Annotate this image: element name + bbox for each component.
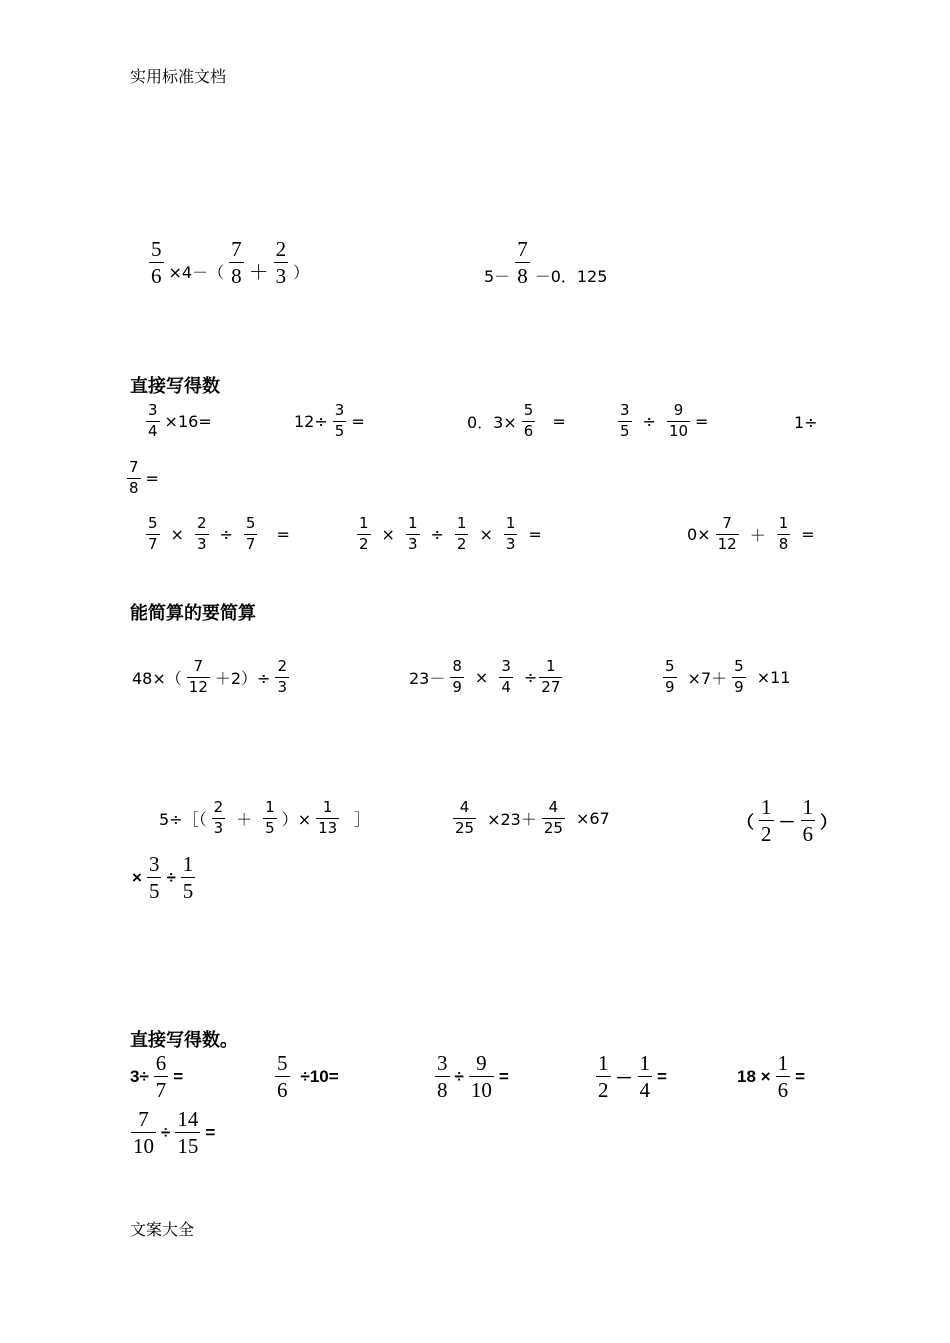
fraction xyxy=(406,516,420,553)
denominator: 9 xyxy=(734,677,744,696)
fraction xyxy=(357,516,371,553)
problem xyxy=(130,659,292,696)
problem xyxy=(407,659,565,696)
operator-text: 0．3× xyxy=(467,412,517,432)
numerator: 2 xyxy=(275,237,287,261)
operator-text: － xyxy=(615,1069,633,1089)
operator-text: ÷ xyxy=(523,667,538,687)
operator-text: ×4－（ xyxy=(168,263,225,283)
operator-text: = xyxy=(498,1066,509,1086)
numerator: 2 xyxy=(213,798,224,816)
numerator: 1 xyxy=(546,657,556,675)
operator-text: ×16= xyxy=(164,411,212,431)
fraction xyxy=(542,800,565,837)
denominator: 5 xyxy=(265,818,275,837)
denominator: 8 xyxy=(778,534,789,553)
denominator: 5 xyxy=(334,421,345,440)
operator-text: ÷ xyxy=(642,411,656,431)
denominator: 8 xyxy=(437,1078,448,1103)
numerator: 2 xyxy=(196,514,207,532)
numerator: 7 xyxy=(517,237,528,261)
fraction xyxy=(638,1052,653,1101)
operator-text: ） xyxy=(293,263,310,283)
operator-text: ＋ xyxy=(749,525,766,545)
fraction xyxy=(146,516,160,553)
denominator: 3 xyxy=(277,677,288,696)
operator-text: ×67 xyxy=(575,808,610,828)
denominator: 5 xyxy=(620,421,630,440)
operator-text: = xyxy=(205,1122,216,1142)
page-header: 实用标准文档 xyxy=(130,67,227,86)
fraction xyxy=(154,1052,169,1101)
problem xyxy=(432,1052,511,1101)
numerator: 5 xyxy=(665,657,675,675)
operator-text: = xyxy=(795,1066,805,1086)
operator-text: ÷ xyxy=(454,1066,464,1086)
fraction xyxy=(759,796,774,845)
denominator: 2 xyxy=(359,534,369,553)
fraction xyxy=(187,659,210,696)
numerator: 1 xyxy=(456,514,467,532)
denominator: 3 xyxy=(505,534,516,553)
numerator: 3 xyxy=(148,852,160,876)
numerator: 1 xyxy=(182,852,194,876)
numerator: 4 xyxy=(548,798,559,816)
denominator: 9 xyxy=(665,677,675,696)
fraction xyxy=(663,659,677,696)
operator-text: ］ xyxy=(354,809,371,829)
operator-text: （ xyxy=(737,813,754,833)
fraction xyxy=(147,853,162,902)
operator-text: = xyxy=(801,524,815,544)
numerator: 1 xyxy=(322,798,333,816)
denominator: 3 xyxy=(407,534,418,553)
problem xyxy=(128,1052,185,1101)
fraction xyxy=(732,659,746,696)
numerator: 7 xyxy=(138,1107,149,1131)
fraction xyxy=(450,659,464,696)
fraction xyxy=(453,800,476,837)
numerator: 1 xyxy=(802,795,813,819)
operator-text: ×11 xyxy=(756,667,791,687)
problem xyxy=(792,413,820,432)
operator-text: ） xyxy=(820,813,837,833)
problem xyxy=(685,516,817,553)
operator-text: × xyxy=(474,667,489,687)
operator-text: 5÷［（ xyxy=(159,809,207,829)
denominator: 6 xyxy=(802,822,813,847)
problem xyxy=(615,403,710,440)
numerator: 3 xyxy=(437,1051,448,1075)
denominator: 12 xyxy=(188,677,208,696)
problem xyxy=(735,1052,807,1101)
section-title-direct: 直接写得数 xyxy=(130,376,220,397)
denominator: 7 xyxy=(148,534,158,553)
numerator: 1 xyxy=(505,514,516,532)
operator-text: 48×（ xyxy=(132,668,182,688)
operator-text: × xyxy=(381,524,395,544)
problem xyxy=(143,403,214,440)
denominator: 10 xyxy=(668,421,689,440)
operator-text: ）× xyxy=(281,809,312,829)
denominator: 6 xyxy=(523,421,534,440)
operator-text: ÷ xyxy=(219,524,233,544)
denominator: 9 xyxy=(452,677,462,696)
fraction xyxy=(776,1052,791,1101)
denominator: 5 xyxy=(148,879,160,904)
numerator: 1 xyxy=(777,1051,789,1075)
fraction xyxy=(274,238,289,287)
operator-text: 18 × xyxy=(737,1066,771,1086)
operator-text: －0．125 xyxy=(534,267,608,287)
denominator: 8 xyxy=(517,264,528,289)
numerator: 1 xyxy=(598,1051,609,1075)
problem xyxy=(465,403,568,440)
denominator: 8 xyxy=(129,478,139,497)
numerator: 4 xyxy=(459,798,470,816)
fraction xyxy=(515,238,530,287)
fraction xyxy=(333,403,347,440)
fraction xyxy=(275,659,289,696)
denominator: 4 xyxy=(501,677,511,696)
numerator: 5 xyxy=(734,657,744,675)
fraction xyxy=(316,800,339,837)
numerator: 8 xyxy=(452,657,462,675)
denominator: 15 xyxy=(177,1134,199,1159)
problem xyxy=(143,516,292,553)
numerator: 7 xyxy=(231,237,242,261)
operator-text: = xyxy=(552,411,566,431)
problem xyxy=(292,403,367,440)
operator-text: = xyxy=(276,524,290,544)
problem xyxy=(157,800,372,837)
fraction xyxy=(212,800,226,837)
fraction xyxy=(127,460,141,497)
problem xyxy=(593,1052,669,1101)
denominator: 7 xyxy=(245,534,256,553)
numerator: 3 xyxy=(501,657,511,675)
fraction xyxy=(275,1052,290,1101)
operator-text: ×7＋ xyxy=(687,668,728,688)
numerator: 3 xyxy=(620,401,630,419)
fraction xyxy=(229,238,244,287)
top-expression-1 xyxy=(146,238,311,287)
problem xyxy=(354,516,544,553)
numerator: 1 xyxy=(761,795,772,819)
operator-text: ×23＋ xyxy=(487,809,537,829)
numerator: 5 xyxy=(523,401,534,419)
operator-text: × xyxy=(170,524,184,544)
fraction xyxy=(469,1052,494,1101)
denominator: 2 xyxy=(761,822,772,847)
operator-text: 0× xyxy=(687,524,711,544)
numerator: 1 xyxy=(265,798,275,816)
denominator: 6 xyxy=(277,1078,288,1103)
numerator: 9 xyxy=(673,401,684,419)
numerator: 7 xyxy=(129,458,139,476)
numerator: 7 xyxy=(193,657,204,675)
fraction xyxy=(716,516,739,553)
fraction xyxy=(195,516,209,553)
operator-text: = xyxy=(657,1066,667,1086)
fraction xyxy=(596,1052,611,1101)
fraction xyxy=(149,238,164,287)
denominator: 25 xyxy=(543,818,563,837)
denominator: 8 xyxy=(231,264,242,289)
numerator: 1 xyxy=(359,514,369,532)
denominator: 3 xyxy=(196,534,207,553)
operator-text: = xyxy=(351,411,365,431)
fraction xyxy=(539,659,562,696)
fraction xyxy=(618,403,632,440)
fraction xyxy=(504,516,518,553)
numerator: 6 xyxy=(155,1051,167,1075)
fraction xyxy=(801,796,816,845)
denominator: 3 xyxy=(275,264,287,289)
denominator: 6 xyxy=(151,264,162,289)
problem xyxy=(660,659,792,696)
numerator: 1 xyxy=(778,514,789,532)
numerator: 14 xyxy=(177,1107,199,1131)
denominator: 2 xyxy=(456,534,467,553)
operator-text: 3÷ xyxy=(130,1066,149,1086)
numerator: 5 xyxy=(245,514,256,532)
numerator: 1 xyxy=(407,514,418,532)
operator-text: － xyxy=(778,813,796,833)
operator-text: 23－ xyxy=(409,668,446,688)
denominator: 10 xyxy=(470,1078,492,1103)
fraction xyxy=(435,1052,450,1101)
numerator: 2 xyxy=(277,657,288,675)
operator-text: 12÷ xyxy=(294,411,328,431)
problem xyxy=(272,1052,341,1101)
fraction xyxy=(244,516,258,553)
fraction xyxy=(131,1108,156,1157)
fraction xyxy=(499,659,513,696)
denominator: 6 xyxy=(777,1078,789,1103)
numerator: 3 xyxy=(148,401,158,419)
problem xyxy=(735,796,839,845)
fraction xyxy=(455,516,469,553)
operator-text: ＋ xyxy=(236,809,253,829)
top-expression-2 xyxy=(482,238,609,287)
numerator: 9 xyxy=(476,1051,487,1075)
denominator: 27 xyxy=(541,677,561,696)
operator-text: 5－ xyxy=(484,267,511,287)
denominator: 2 xyxy=(598,1078,609,1103)
operator-text: = xyxy=(145,468,159,488)
fraction xyxy=(667,403,690,440)
operator-text: × xyxy=(132,867,142,887)
operator-text: ÷ xyxy=(166,867,176,887)
numerator: 5 xyxy=(151,237,162,261)
denominator: 25 xyxy=(455,818,475,837)
denominator: 5 xyxy=(182,879,194,904)
page-footer: 文案大全 xyxy=(130,1220,195,1239)
denominator: 13 xyxy=(318,818,338,837)
fraction xyxy=(777,516,791,553)
denominator: 4 xyxy=(639,1078,650,1103)
denominator: 12 xyxy=(717,534,737,553)
fraction xyxy=(146,403,160,440)
problem xyxy=(450,800,612,837)
denominator: 7 xyxy=(155,1078,167,1103)
operator-text: ＋ xyxy=(248,262,269,285)
numerator: 7 xyxy=(722,514,732,532)
operator-text: ＋2）÷ xyxy=(214,668,271,688)
operator-text: × xyxy=(479,524,493,544)
numerator: 1 xyxy=(639,1051,650,1075)
fraction xyxy=(175,1108,200,1157)
fraction xyxy=(181,853,196,902)
numerator: 5 xyxy=(148,514,158,532)
operator-text: = xyxy=(173,1066,184,1086)
problem-continued xyxy=(124,460,161,497)
numerator: 3 xyxy=(334,401,345,419)
fraction xyxy=(263,800,277,837)
denominator: 10 xyxy=(133,1134,154,1159)
problem xyxy=(128,1108,217,1157)
fraction xyxy=(522,403,536,440)
operator-text: ÷ xyxy=(161,1122,171,1142)
operator-text: = xyxy=(528,524,542,544)
section-title-direct-2: 直接写得数。 xyxy=(130,1030,238,1051)
section-title-simplify: 能简算的要简算 xyxy=(130,603,256,624)
problem-continued xyxy=(130,853,198,902)
denominator: 3 xyxy=(213,818,224,837)
denominator: 4 xyxy=(148,421,158,440)
operator-text: ÷10= xyxy=(300,1066,339,1086)
numerator: 5 xyxy=(277,1051,288,1075)
operator-text: = xyxy=(695,411,709,431)
operator-text: ÷ xyxy=(430,524,444,544)
operator-text: 1÷ xyxy=(794,413,818,432)
